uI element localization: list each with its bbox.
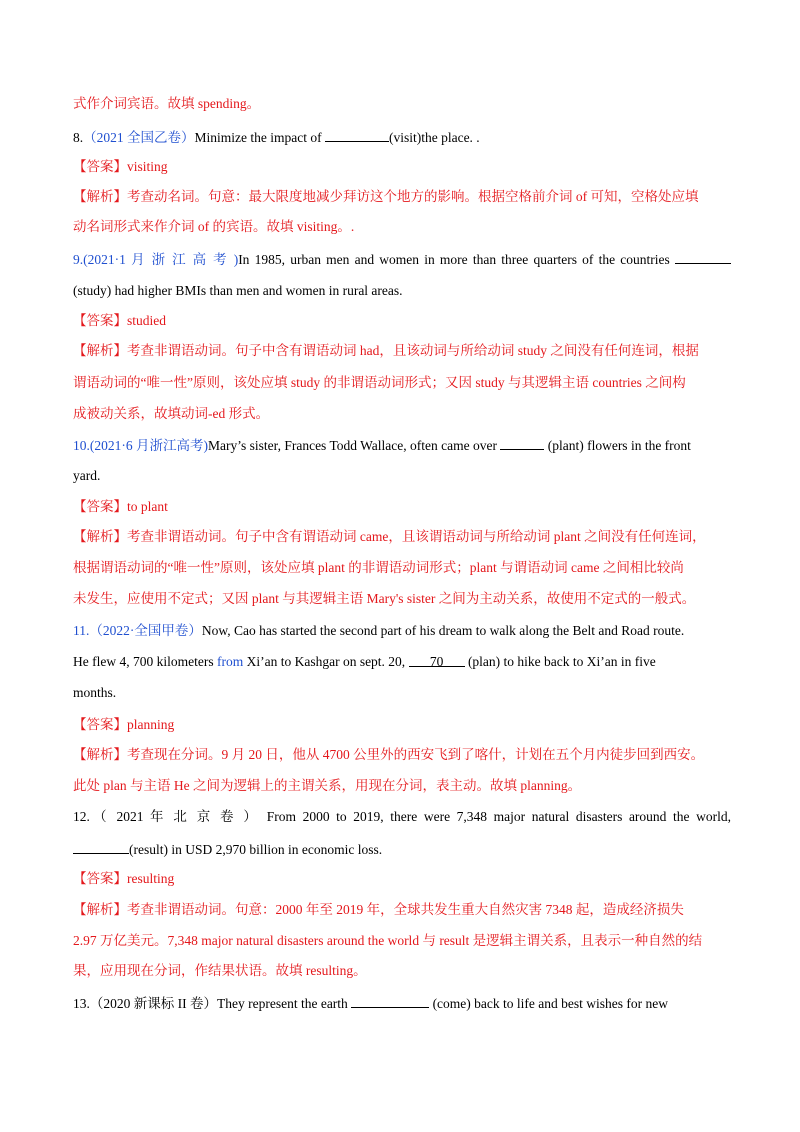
question-12 — [73, 808, 731, 826]
q9-analysis-line-3: 成被动关系，故填动词-ed 形式。 — [73, 406, 270, 421]
question-11 — [73, 622, 684, 640]
q11-blank: 70 — [409, 653, 465, 667]
q11-analysis-line-1: 【解析】考查现在分词。9 月 20 日，他从 4700 公里外的西安飞到了喀什，计划在五个月内徒步回到西安。 — [73, 747, 705, 762]
q10-stem-line-2: yard. — [73, 468, 101, 483]
q10-answer: 【答案】to plant — [73, 499, 168, 514]
q12-stem-post: (result) in USD 2,970 billion in economic loss. — [129, 842, 383, 857]
question-13 — [73, 994, 668, 1013]
q8-stem-pre: Minimize the impact of — [194, 130, 325, 145]
q9-analysis-line-1: 【解析】考查非谓语动词。句子中含有谓语动词 had，且该动词与所给动词 study 之间没有任何连词，根据 — [73, 343, 699, 358]
q9-analysis-line-2: 谓语动词的“唯一性”原则，该处应填 study 的非谓语动词形式；又因 study 与其逻辑主语 countries 之间构 — [73, 375, 686, 390]
q12-analysis-line-3: 果，应用现在分词，作结果状语。故填 resulting。 — [73, 963, 367, 978]
q12-blank — [73, 840, 129, 854]
q9-number: 9. — [73, 252, 84, 267]
q13-stem-pre: They represent the earth — [217, 996, 352, 1011]
q7-analysis-tail: 式作介词宾语。故填 spending。 — [73, 96, 261, 111]
question-10 — [73, 436, 691, 455]
q11-source: （2022·全国甲卷） — [89, 623, 202, 638]
q11-answer: 【答案】planning — [73, 717, 175, 732]
q13-blank — [351, 994, 429, 1008]
q10-analysis-line-3: 未发生，应使用不定式；又因 plant 与其逻辑主语 Mary's sister 之间为主动关系，故使用不定式的一般式。 — [73, 591, 696, 606]
q8-analysis-line-2: 动名词形式来作介词 of 的宾语。故填 visiting。. — [73, 219, 355, 234]
q11-stem-post: (plan) to hike back to Xi’an in five — [464, 654, 656, 669]
q10-number: 10. — [73, 438, 90, 453]
q8-blank — [325, 128, 389, 142]
q12-number: 12. — [73, 809, 90, 824]
q11-stem-line-3: months. — [73, 685, 117, 700]
q8-answer: 【答案】visiting — [73, 159, 168, 174]
q11-stem-line-1: Now, Cao has started the second part of his dream to walk along the Belt and Road route. — [201, 623, 685, 638]
q11-number: 11. — [73, 623, 90, 638]
q9-source: (2021·1 月 浙 江 高 考 ) — [83, 252, 239, 267]
question-8 — [73, 128, 480, 147]
q10-analysis-line-2: 根据谓语动词的“唯一性”原则，该处应填 plant 的非谓语动词形式；plant 与谓语动词 came 之间相比较尚 — [73, 560, 684, 575]
q10-source: (2021·6 月浙江高考) — [89, 438, 208, 453]
q12-analysis-line-2: 2.97 万亿美元。7,348 major natural disasters around the world 与 result 是逻辑主谓关系，且表示一种自然的结 — [73, 933, 703, 948]
q11-analysis-line-2: 此处 plan 与主语 He 之间为逻辑上的主谓关系，用现在分词，表主动。故填 planning。 — [73, 778, 582, 793]
q9-stem-line-2: (study) had higher BMIs than men and women in rural areas. — [73, 283, 403, 298]
q12-stem-line-1: From 2000 to 2019, there were 7,348 major natural disasters around the world, — [266, 809, 732, 824]
q13-number: 13. — [73, 996, 90, 1011]
q9-stem-pre: In 1985, urban men and women in more than three quarters of the countries — [238, 252, 670, 267]
q8-analysis-line-1: 【解析】考查动名词。句意：最大限度地减少拜访这个地方的影响。根据空格前介词 of 可知，空格处应填 — [73, 189, 699, 204]
q12-analysis-line-1: 【解析】考查非谓语动词。句意：2000 年至 2019 年，全球共发生重大自然灾害 7348 起，造成经济损失 — [73, 902, 684, 917]
q11-stem-line-2 — [73, 653, 656, 671]
q10-stem-post: (plant) flowers in the front — [544, 438, 691, 453]
q8-number: 8. — [73, 130, 84, 145]
q11-stem-mid: Xi’an to Kashgar on sept. 20, — [243, 654, 409, 669]
q11-stem-pre: He flew 4, 700 kilometers — [73, 654, 217, 669]
q13-source: （2020 新课标 II 卷） — [89, 996, 217, 1011]
q10-blank — [500, 436, 544, 450]
q13-stem-post: (come) back to life and best wishes for new — [429, 996, 668, 1011]
q12-stem-line-2 — [73, 840, 382, 859]
q12-answer: 【答案】resulting — [73, 871, 175, 886]
q9-answer: 【答案】studied — [73, 313, 166, 328]
q10-analysis-line-1: 【解析】考查非谓语动词。句子中含有谓语动词 came，且该谓语动词与所给动词 plant 之间没有任何连词， — [73, 529, 706, 544]
q9-blank — [675, 250, 731, 264]
q10-stem-pre: Mary’s sister, Frances Todd Wallace, often came over — [208, 438, 501, 453]
q8-source: （2021 全国乙卷） — [83, 130, 195, 145]
q11-from-word: from — [216, 654, 244, 669]
question-9 — [73, 250, 731, 269]
q8-stem-post: (visit)the place. . — [388, 130, 480, 145]
q12-source: （ 2021 年 北 京 卷 ） — [89, 809, 261, 824]
